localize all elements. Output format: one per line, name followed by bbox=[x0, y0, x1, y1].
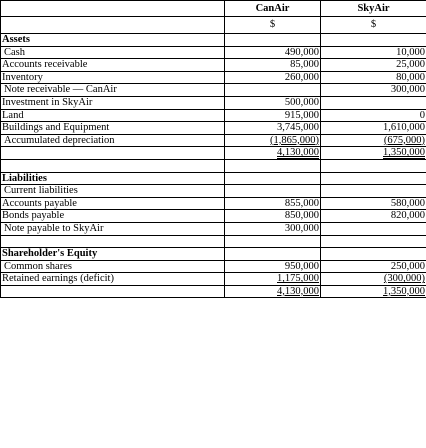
total-skyair-text: 1,350,000 bbox=[383, 147, 425, 159]
subsection-row bbox=[1, 185, 426, 198]
value-skyair: 250,000 bbox=[321, 260, 426, 273]
table-row bbox=[1, 210, 426, 223]
total-row-assets bbox=[1, 147, 426, 160]
table-row bbox=[1, 260, 426, 273]
value-skyair-text: (300,000) bbox=[383, 273, 425, 285]
value-canair-text: 1,175,000 bbox=[277, 273, 319, 285]
value-canair: 3,745,000 bbox=[225, 122, 321, 135]
value-canair: 300,000 bbox=[225, 222, 321, 235]
value-canair: 260,000 bbox=[225, 71, 321, 84]
table-row bbox=[1, 71, 426, 84]
table-row bbox=[1, 46, 426, 59]
section-title-liabilities: Liabilities bbox=[1, 172, 225, 185]
value-skyair: 80,000 bbox=[321, 71, 426, 84]
row-label: Common shares bbox=[1, 260, 225, 273]
table-row bbox=[1, 197, 426, 210]
row-label: Accounts payable bbox=[1, 197, 225, 210]
total-canair bbox=[225, 147, 321, 160]
subsection-title-current-liabilities: Current liabilities bbox=[1, 185, 225, 198]
total-canair-text: 4,130,000 bbox=[277, 147, 319, 159]
value-skyair bbox=[321, 273, 426, 286]
row-label: Investment in SkyAir bbox=[1, 96, 225, 109]
value-skyair: 10,000 bbox=[321, 46, 426, 59]
row-label: Accounts receivable bbox=[1, 59, 225, 72]
row-label: Bonds payable bbox=[1, 210, 225, 223]
header-empty-cell bbox=[1, 17, 225, 34]
value-canair bbox=[225, 273, 321, 286]
header-unit-canair: $ bbox=[225, 17, 321, 34]
row-label: Note receivable — CanAir bbox=[1, 84, 225, 97]
total-canair-text: 4,130,000 bbox=[277, 285, 319, 297]
section-title-equity: Shareholder's Equity bbox=[1, 248, 225, 261]
value-canair bbox=[225, 134, 321, 147]
value-skyair: 25,000 bbox=[321, 59, 426, 72]
value-skyair bbox=[321, 96, 426, 109]
header-unit-skyair: $ bbox=[321, 17, 426, 34]
row-label: Accumulated depreciation bbox=[1, 134, 225, 147]
row-label: Inventory bbox=[1, 71, 225, 84]
section-row-assets bbox=[1, 34, 426, 47]
header-empty-cell bbox=[1, 1, 225, 17]
value-canair: 950,000 bbox=[225, 260, 321, 273]
value-canair: 850,000 bbox=[225, 210, 321, 223]
value-canair-text: (1,865,000) bbox=[270, 134, 319, 146]
value-canair bbox=[225, 84, 321, 97]
table-row bbox=[1, 122, 426, 135]
row-label: Retained earnings (deficit) bbox=[1, 273, 225, 286]
value-canair: 500,000 bbox=[225, 96, 321, 109]
value-skyair bbox=[321, 134, 426, 147]
value-canair: 490,000 bbox=[225, 46, 321, 59]
header-skyair: SkyAir bbox=[321, 1, 426, 17]
header-canair: CanAir bbox=[225, 1, 321, 17]
table-row bbox=[1, 84, 426, 97]
section-row-equity bbox=[1, 248, 426, 261]
row-label: Cash bbox=[1, 46, 225, 59]
table-row bbox=[1, 273, 426, 286]
total-row-liabilities-equity bbox=[1, 285, 426, 298]
row-label: Land bbox=[1, 109, 225, 122]
total-skyair bbox=[321, 285, 426, 298]
table-row bbox=[1, 109, 426, 122]
section-title-assets: Assets bbox=[1, 34, 225, 47]
total-skyair bbox=[321, 147, 426, 160]
spacer-row bbox=[1, 235, 426, 248]
value-canair: 855,000 bbox=[225, 197, 321, 210]
section-row-liabilities bbox=[1, 172, 426, 185]
value-skyair: 1,610,000 bbox=[321, 122, 426, 135]
value-skyair: 0 bbox=[321, 109, 426, 122]
value-skyair: 300,000 bbox=[321, 84, 426, 97]
table-row bbox=[1, 96, 426, 109]
value-skyair: 580,000 bbox=[321, 197, 426, 210]
value-skyair: 820,000 bbox=[321, 210, 426, 223]
row-label: Note payable to SkyAir bbox=[1, 222, 225, 235]
value-canair: 85,000 bbox=[225, 59, 321, 72]
value-skyair bbox=[321, 222, 426, 235]
total-canair bbox=[225, 285, 321, 298]
total-skyair-text: 1,350,000 bbox=[383, 285, 425, 297]
header-row-company bbox=[1, 1, 426, 17]
table-row bbox=[1, 222, 426, 235]
header-row-unit bbox=[1, 17, 426, 34]
spacer-row bbox=[1, 159, 426, 172]
table-row bbox=[1, 134, 426, 147]
value-skyair-text: (675,000) bbox=[383, 134, 425, 146]
value-canair: 915,000 bbox=[225, 109, 321, 122]
table-row bbox=[1, 59, 426, 72]
row-label: Buildings and Equipment bbox=[1, 122, 225, 135]
